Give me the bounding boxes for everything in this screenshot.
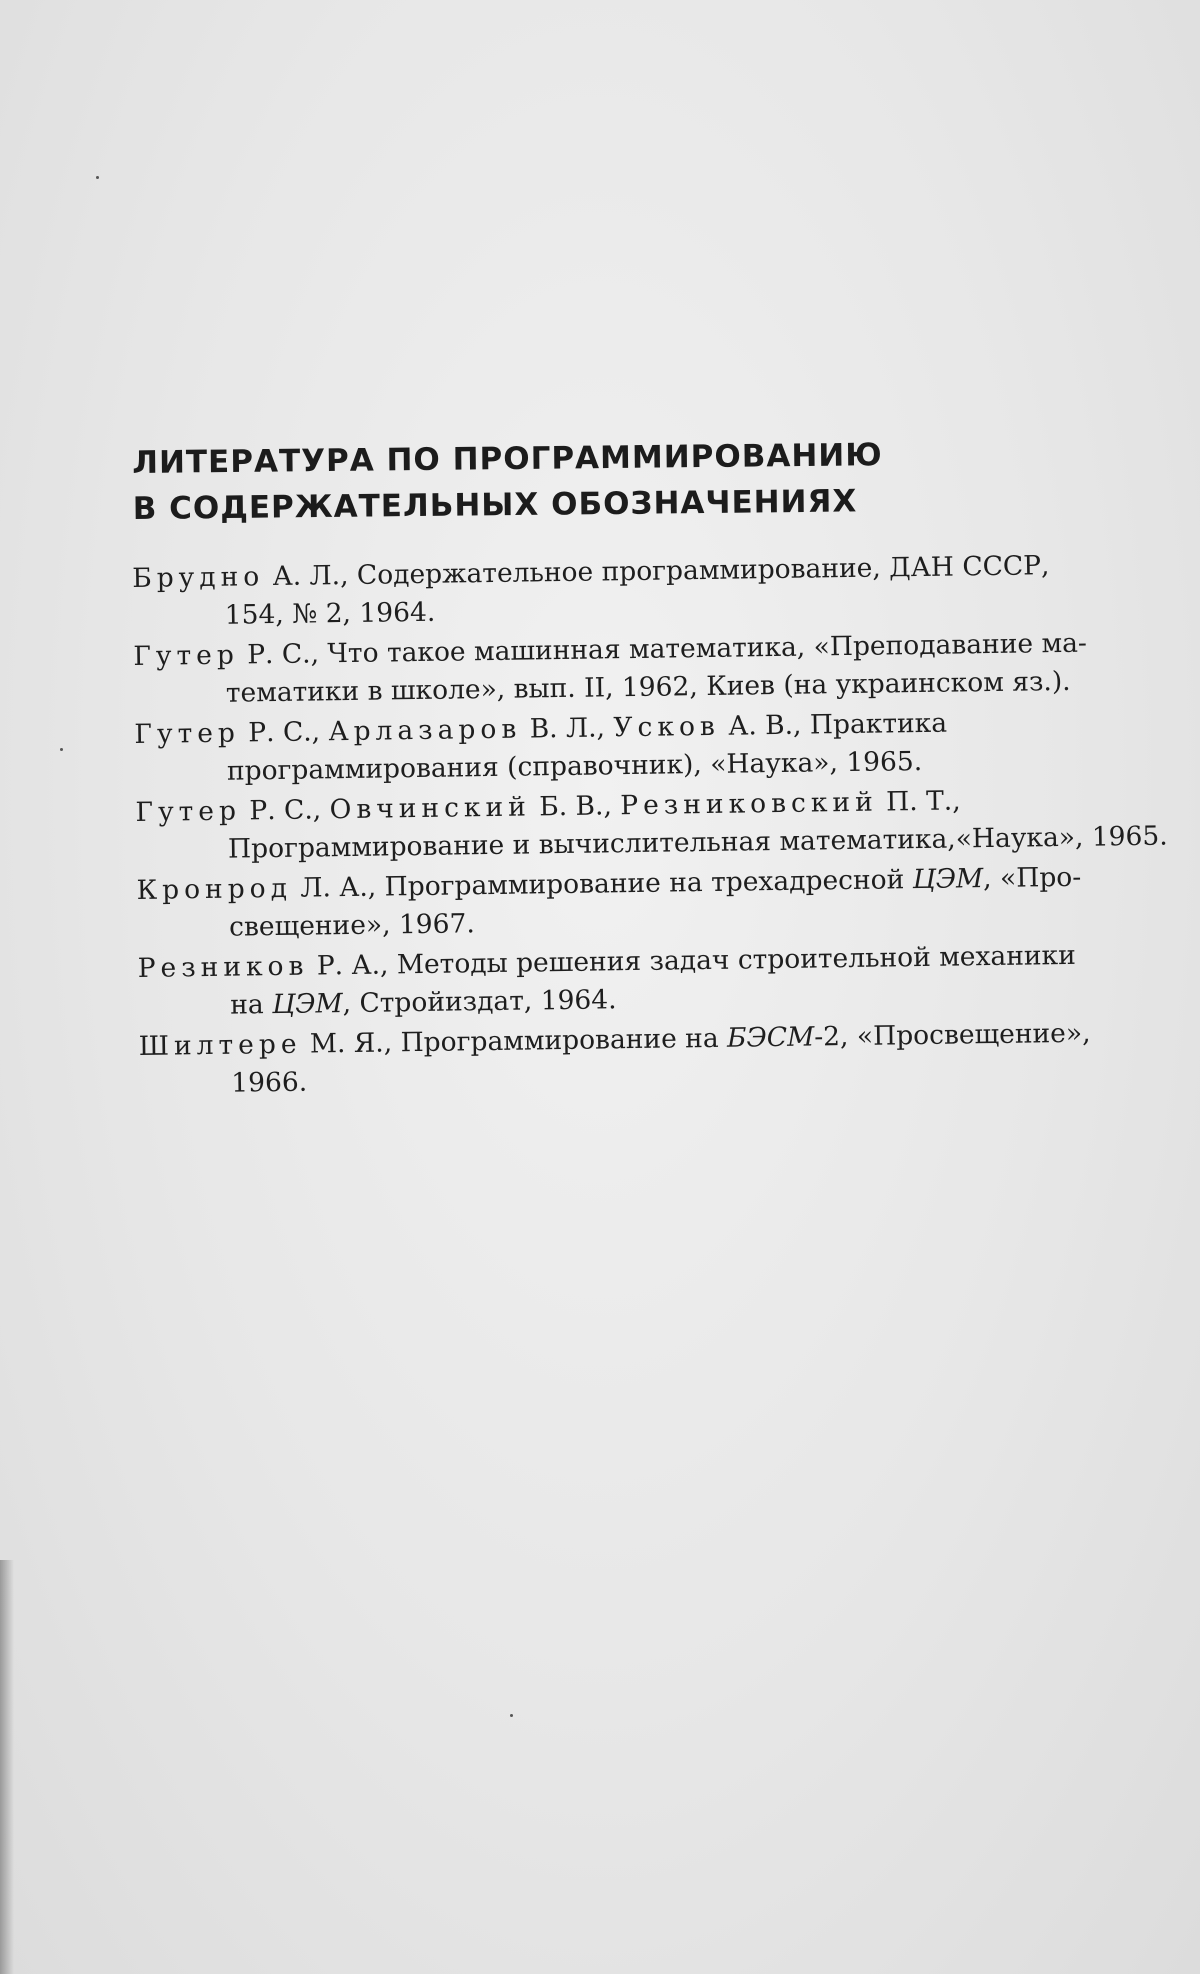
reference-continuation: 1966. (231, 1066, 308, 1099)
reference-continuation: программирования (справочник), «Наука», 1965. (226, 745, 923, 787)
reference-entry (134, 702, 1155, 792)
reference-text: -2, «Просвещение», (814, 1017, 1091, 1053)
author-name: Резниковский (620, 786, 878, 822)
reference-text: , «Про- (982, 861, 1082, 895)
reference-italic: ЦЭМ (912, 863, 984, 896)
speck (60, 748, 63, 751)
reference-text: П. Т., (877, 785, 961, 818)
reference-entry (136, 858, 1157, 948)
reference-entry (139, 1014, 1160, 1104)
reference-text: Р. А., Методы решения задач строительной механики (308, 939, 1077, 982)
reference-italic: БЭСМ (726, 1021, 815, 1054)
reference-text: Л. А., Программирование на трехадресной (291, 864, 913, 904)
author-name: Арлазаров (328, 713, 522, 748)
page-edge-shadow (0, 1560, 14, 1974)
reference-text: А. Л., Содержательное программирование, ДАН СССР, (263, 550, 1050, 593)
section-heading (132, 430, 1053, 532)
reference-continuation: свещение», 1967. (228, 908, 476, 943)
reference-text: М. Я., Программирование на (301, 1022, 728, 1060)
author-name: Гутер (135, 795, 242, 828)
speck (510, 1714, 513, 1717)
author-name: Кронрод (136, 872, 293, 906)
author-name: Гутер (134, 717, 241, 750)
author-name: Овчинский (329, 791, 532, 826)
reference-entry (137, 936, 1158, 1026)
reference-continuation: тематики в школе», вып. II, 1962, Киев (на украинском яз.). (225, 665, 1071, 709)
author-name: Резников (137, 950, 309, 984)
reference-entry (135, 780, 1168, 870)
reference-list (132, 546, 1168, 1106)
heading-line-1: ЛИТЕРАТУРА ПО ПРОГРАММИРОВАНИЮ (132, 437, 883, 481)
reference-italic: ЦЭМ (271, 988, 343, 1021)
heading-line-2: В СОДЕРЖАТЕЛЬНЫХ ОБОЗНАЧЕНИЯХ (132, 483, 858, 527)
author-name: Гутер (133, 639, 240, 672)
reference-text: Б. В., (530, 790, 621, 823)
reference-entry (133, 624, 1154, 714)
speck (96, 176, 99, 179)
author-name: Брудно (132, 561, 265, 594)
reference-text: Р. С., (240, 794, 330, 827)
reference-continuation: 154, № 2, 1964. (224, 596, 436, 631)
reference-entry (132, 546, 1153, 636)
reference-text: В. Л., (521, 712, 614, 745)
reference-continuation: Программирование и вычислительная математика,«Наука», 1965. (227, 820, 1168, 865)
reference-text: Р. С., (239, 716, 329, 749)
reference-continuation: на (230, 989, 273, 1021)
reference-text: Р. С., Что такое машинная математика, «Преподавание ма- (238, 627, 1088, 671)
author-name: Шилтере (138, 1028, 302, 1062)
reference-continuation: , Стройиздат, 1964. (342, 984, 617, 1020)
reference-text: А. В., Практика (719, 707, 948, 742)
author-name: Усков (613, 710, 721, 744)
